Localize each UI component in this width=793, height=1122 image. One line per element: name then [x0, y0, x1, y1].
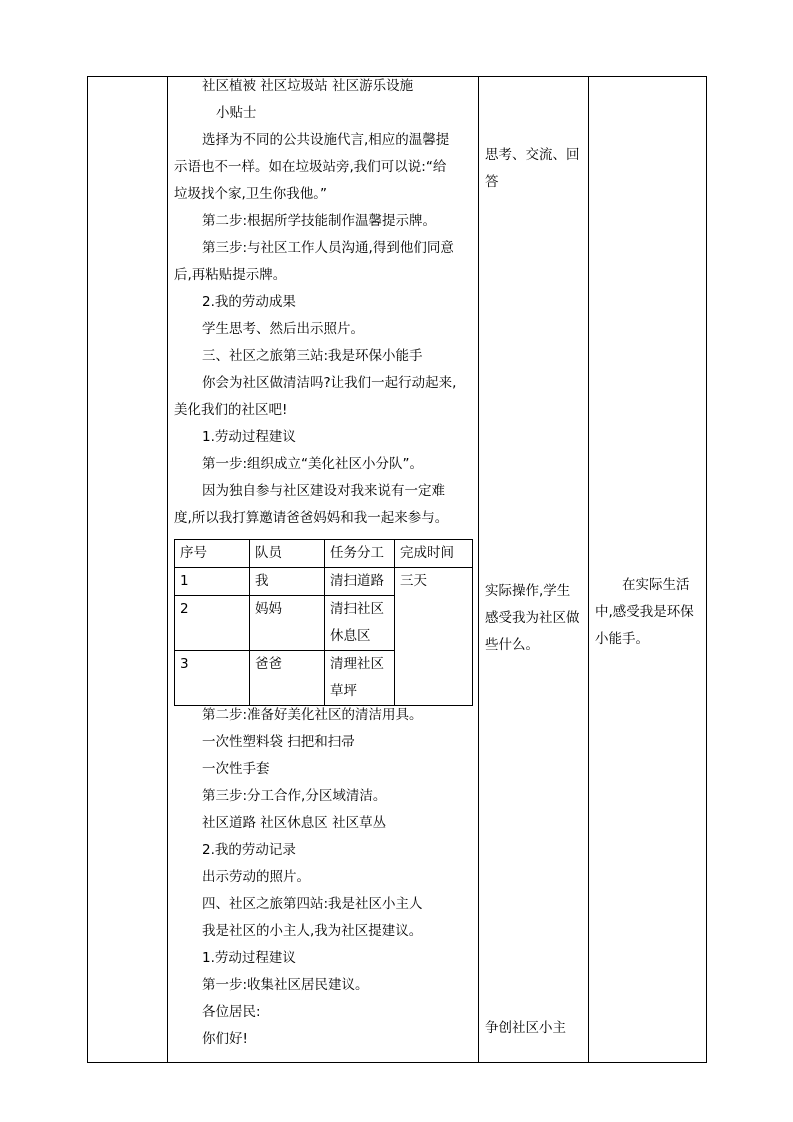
- header-cell: 任务分工: [325, 540, 395, 568]
- text-line: 选择为不同的公共设施代言,相应的温馨提: [202, 132, 450, 148]
- table-cell: 2: [175, 596, 250, 651]
- main-content-upper: [174, 73, 474, 532]
- text-line: 第三步:与社区工作人员沟通,得到他们同意: [202, 240, 454, 256]
- table-cell: 清扫社区休息区: [325, 596, 395, 651]
- text-line: 四、社区之旅第四站:我是社区小主人: [202, 896, 423, 912]
- column-divider-3: [588, 76, 589, 1063]
- student-activity-3: 争创社区小主: [485, 1020, 566, 1036]
- header-cell: 队员: [250, 540, 325, 568]
- text-line: 1.劳动过程建议: [202, 429, 296, 445]
- text-line: 各位居民:: [202, 1004, 261, 1020]
- text-line: 一次性塑料袋 扫把和扫帚: [202, 734, 355, 750]
- text-line: 1.劳动过程建议: [202, 950, 296, 966]
- table-cell: 1: [175, 568, 250, 596]
- text-line: 后,再粘贴提示牌。: [174, 267, 287, 283]
- text-line: 第一步:组织成立“美化社区小分队”。: [202, 456, 424, 472]
- table-row: [175, 568, 473, 596]
- text-line: 第二步:准备好美化社区的清洁用具。: [202, 707, 423, 723]
- text-line: 2.我的劳动记录: [202, 842, 296, 858]
- team-table-header-row: [175, 540, 473, 568]
- design-intent: 在实际生活中,感受我是环保小能手。: [595, 577, 694, 647]
- header-cell: 完成时间: [395, 540, 473, 568]
- text-line: 我是社区的小主人,我为社区提建议。: [202, 923, 423, 939]
- table-cell: 清理社区草坪: [325, 651, 395, 706]
- column-divider-2: [478, 76, 479, 1063]
- text-line: 美化我们的社区吧!: [174, 402, 288, 418]
- table-cell: 妈妈: [250, 596, 325, 651]
- team-table: [174, 539, 473, 706]
- text-line: 第二步:根据所学技能制作温馨提示牌。: [202, 213, 437, 229]
- table-cell: 清扫道路: [325, 568, 395, 596]
- text-line: 第一步:收集社区居民建议。: [202, 977, 369, 993]
- table-cell: 3: [175, 651, 250, 706]
- student-activity-1: 思考、交流、回答: [485, 147, 580, 190]
- text-line: 示语也不一样。如在垃圾站旁,我们可以说:“给: [174, 159, 447, 175]
- text-line: 社区道路 社区休息区 社区草丛: [202, 815, 387, 831]
- text-line: 小贴士: [216, 105, 257, 121]
- table-cell: 我: [250, 568, 325, 596]
- text-line: 垃圾找个家,卫生你我他。”: [174, 186, 328, 202]
- completion-cell: 三天: [395, 568, 473, 706]
- text-line: 三、社区之旅第三站:我是环保小能手: [202, 348, 423, 364]
- text-line: 一次性手套: [202, 761, 270, 777]
- text-line: 因为独自参与社区建设对我来说有一定难: [202, 483, 445, 499]
- header-cell: 序号: [175, 540, 250, 568]
- text-line: 学生思考、然后出示照片。: [202, 321, 364, 337]
- table-cell: 爸爸: [250, 651, 325, 706]
- text-line: 度,所以我打算邀请爸爸妈妈和我一起来参与。: [174, 510, 449, 526]
- text-line: 社区植被 社区垃圾站 社区游乐设施: [202, 78, 414, 94]
- text-line: 你们好!: [202, 1031, 248, 1047]
- column-divider-1: [167, 76, 168, 1063]
- text-line: 2.我的劳动成果: [202, 294, 296, 310]
- text-line: 你会为社区做清洁吗?让我们一起行动起来,: [202, 375, 457, 391]
- main-content-lower: [174, 702, 474, 1053]
- text-line: 第三步:分工合作,分区域清洁。: [202, 788, 387, 804]
- text-line: 出示劳动的照片。: [202, 869, 310, 885]
- student-activity-2: 实际操作,学生感受我为社区做些什么。: [485, 583, 580, 653]
